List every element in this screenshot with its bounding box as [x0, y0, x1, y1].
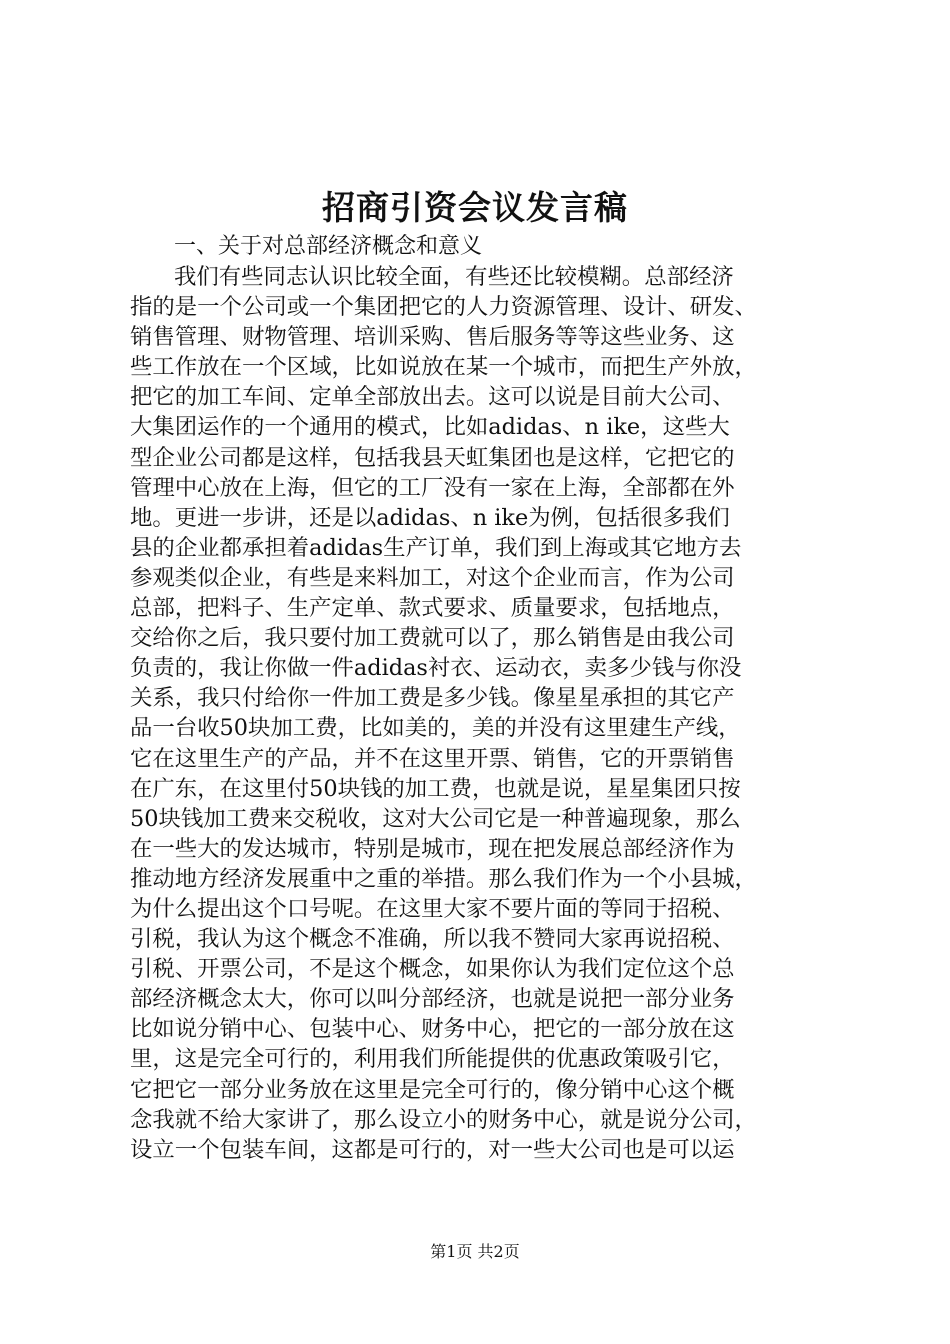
body-line: 为什么提出这个口号呢。在这里大家不要片面的等同于招税、: [130, 895, 735, 922]
body-line: 指的是一个公司或一个集团把它的人力资源管理、设计、研发、: [130, 294, 757, 321]
body-paragraph: [130, 262, 850, 1165]
body-line: 念我就不给大家讲了，那么设立小的财务中心，就是说分公司，: [130, 1106, 757, 1133]
page-footer: 第1页 共2页: [430, 1242, 520, 1261]
body-line: 在一些大的发达城市，特别是城市，现在把发展总部经济作为: [130, 835, 735, 862]
body-line: 50块钱加工费来交税收，这对大公司它是一种普遍现象，那么: [130, 805, 741, 832]
body-line: 销售管理、财物管理、培训采购、售后服务等等这些业务、这: [130, 324, 735, 351]
body-line: 交给你之后，我只要付加工费就可以了，那么销售是由我公司: [130, 625, 735, 652]
body-line: 参观类似企业，有些是来料加工，对这个企业而言，作为公司: [130, 564, 735, 591]
body-line: 它在这里生产的产品，并不在这里开票、销售，它的开票销售: [130, 745, 735, 772]
body-line: 把它的加工车间、定单全部放出去。这可以说是目前大公司、: [130, 384, 735, 411]
body-line: 部经济概念太大，你可以叫分部经济，也就是说把一部分业务: [130, 986, 735, 1013]
body-line: 在广东，在这里付50块钱的加工费，也就是说，星星集团只按: [130, 775, 741, 802]
body-line: 里，这是完全可行的，利用我们所能提供的优惠政策吸引它，: [130, 1046, 735, 1073]
body-line: 我们有些同志认识比较全面，有些还比较模糊。总部经济: [174, 264, 734, 290]
body-line: 负责的，我让你做一件adidas衬衣、运动衣，卖多少钱与你没: [130, 655, 742, 682]
body-line: 总部，把料子、生产定单、款式要求、质量要求，包括地点，: [130, 595, 735, 622]
body-line: 推动地方经济发展重中之重的举措。那么我们作为一个小县城，: [130, 865, 757, 892]
body-line: 管理中心放在上海，但它的工厂没有一家在上海，全部都在外: [130, 474, 735, 501]
body-line: 地。更进一步讲，还是以adidas、n ike为例，包括很多我们: [130, 504, 730, 531]
body-line: 它把它一部分业务放在这里是完全可行的，像分销中心这个概: [130, 1076, 735, 1103]
document-title: 招商引资会议发言稿: [322, 188, 628, 227]
body-line: 些工作放在一个区域，比如说放在某一个城市，而把生产外放，: [130, 354, 757, 381]
section-heading: 一、关于对总部经济概念和意义: [174, 234, 483, 259]
body-line: 关系，我只付给你一件加工费是多少钱。像星星承担的其它产: [130, 685, 735, 712]
body-line: 比如说分销中心、包装中心、财务中心，把它的一部分放在这: [130, 1016, 735, 1043]
body-line: 型企业公司都是这样，包括我县天虹集团也是这样，它把它的: [130, 444, 735, 471]
body-line: 设立一个包装车间，这都是可行的，对一些大公司也是可以运: [130, 1136, 735, 1163]
body-line: 大集团运作的一个通用的模式，比如adidas、n ike，这些大: [130, 414, 730, 441]
body-line: 引税，我认为这个概念不准确，所以我不赞同大家再说招税、: [130, 926, 735, 953]
body-line: 引税、开票公司，不是这个概念，如果你认为我们定位这个总: [130, 956, 735, 983]
body-line: 县的企业都承担着adidas生产订单，我们到上海或其它地方去: [130, 534, 742, 561]
body-line: 品一台收50块加工费，比如美的，美的并没有这里建生产线，: [130, 715, 741, 742]
